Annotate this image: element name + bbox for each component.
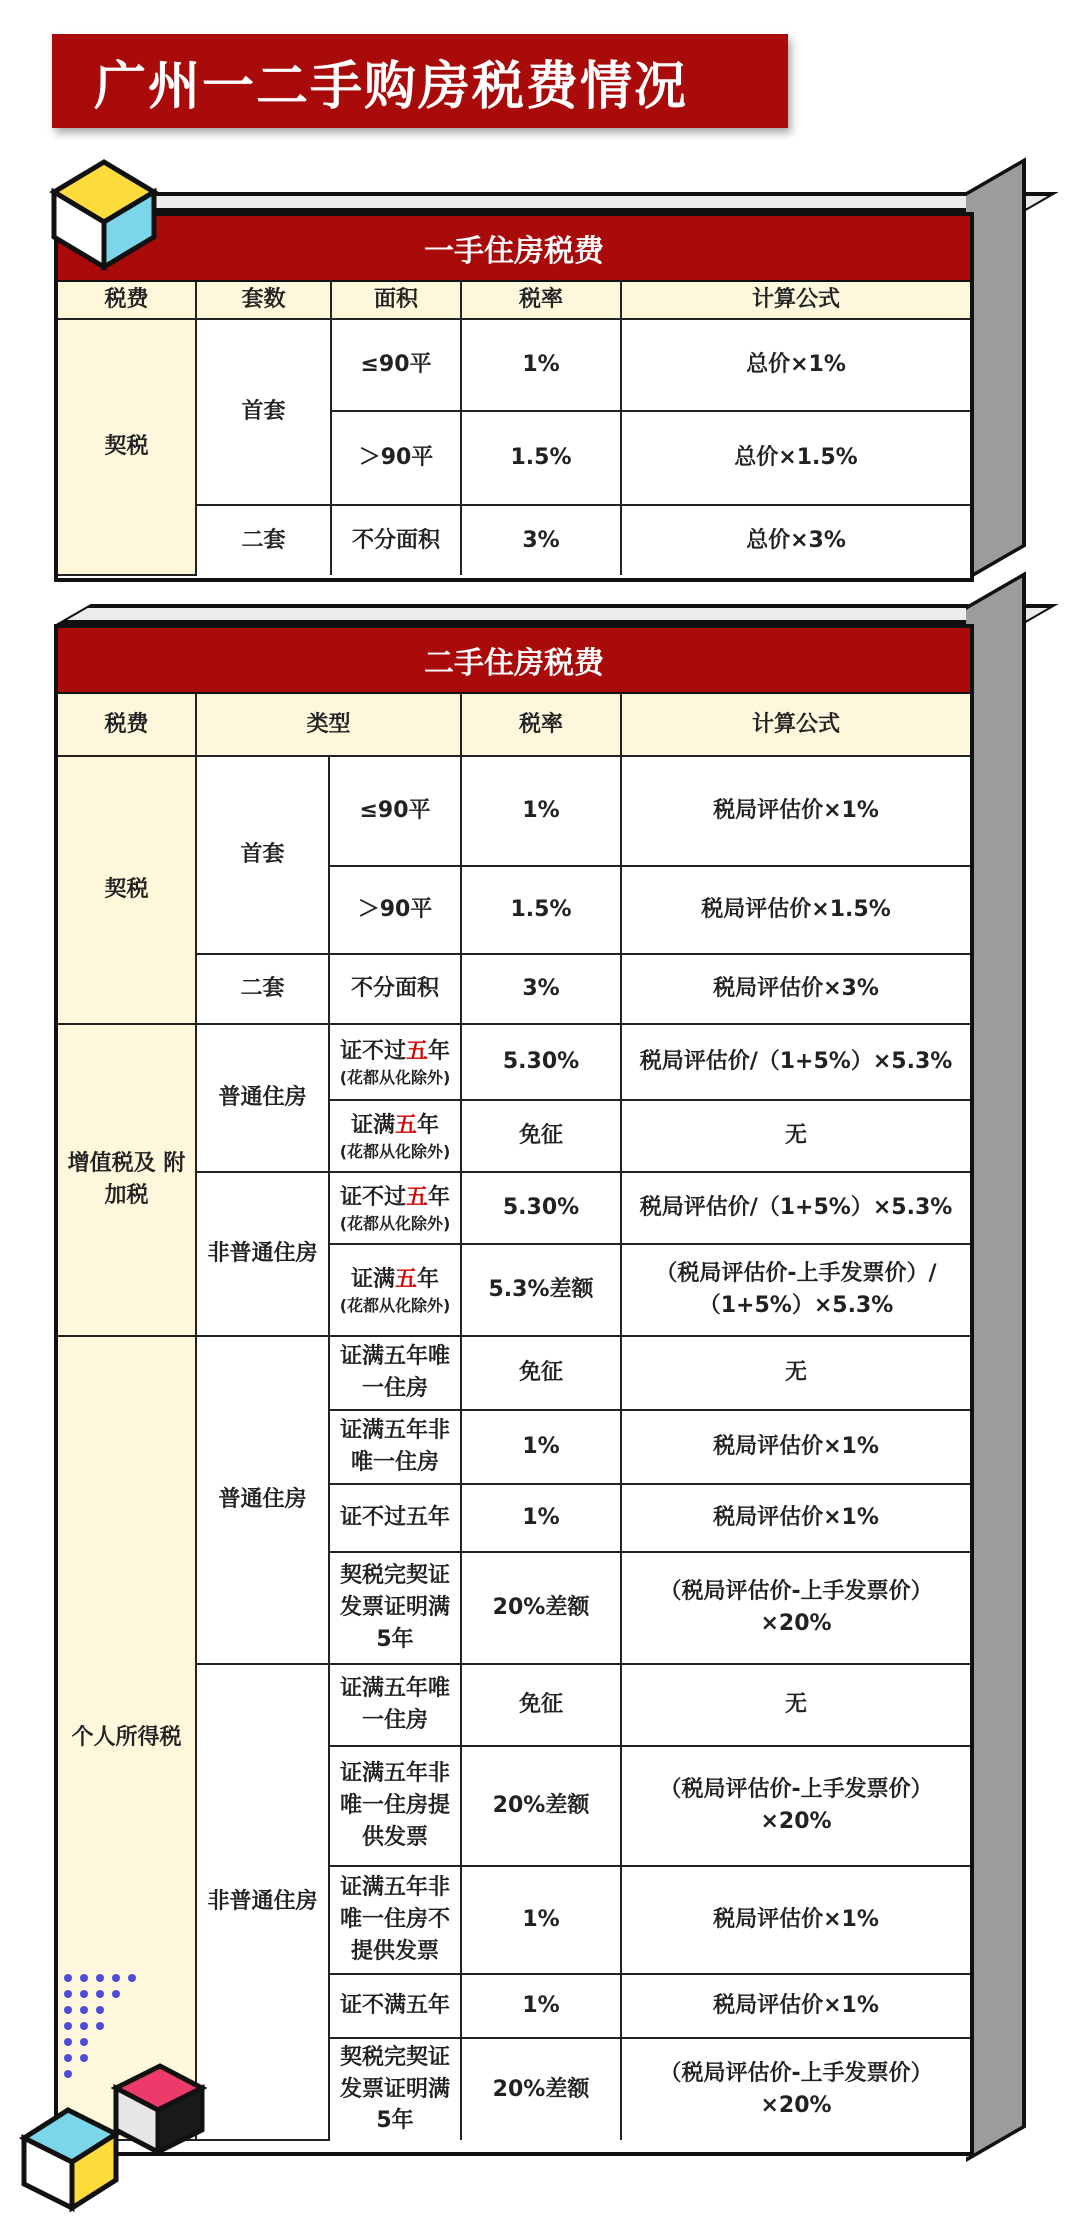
table1-top-face	[56, 192, 1059, 212]
rate-cell: 免征	[461, 1664, 621, 1746]
formula-cell: 税局评估价×1%	[621, 1410, 970, 1484]
formula-cell: 无	[621, 1664, 970, 1746]
first-hand-title: 一手住房税费	[58, 216, 970, 282]
formula-cell: 税局评估价/（1+5%）×5.3%	[621, 1172, 970, 1244]
rate-cell: 1%	[461, 1866, 621, 1974]
table-row	[58, 1024, 970, 1100]
second-hand-header-row	[58, 694, 970, 756]
table-row	[58, 1336, 970, 1410]
first-hand-table	[54, 212, 974, 582]
formula-cell: 总价×1.5%	[621, 411, 970, 505]
page-title: 广州一二手购房税费情况	[94, 56, 689, 117]
rate-cell: 5.30%	[461, 1024, 621, 1100]
set-label: 首套	[196, 756, 329, 954]
tax-category: 增值税及 附加税	[58, 1024, 196, 1336]
rate-cell: 免征	[461, 1100, 621, 1172]
rate-cell: 5.3%差额	[461, 1244, 621, 1336]
area-cell: ＞90平	[331, 411, 461, 505]
house-type: 非普通住房	[196, 1664, 329, 2140]
table2-top-face	[56, 604, 1059, 624]
house-type: 非普通住房	[196, 1172, 329, 1336]
condition-cell: 证不过五年 (花都从化除外)	[329, 1172, 461, 1244]
formula-cell: 税局评估价×1%	[621, 1484, 970, 1552]
rate-cell: 20%差额	[461, 2038, 621, 2140]
col-header: 税费	[58, 282, 196, 319]
formula-cell: （税局评估价-上手发票价）×20%	[621, 2038, 970, 2140]
rate-cell: 1%	[461, 1974, 621, 2038]
rate-cell: 1%	[461, 756, 621, 866]
condition-cell: 契税完契证发票证明满5年	[329, 1552, 461, 1664]
rate-cell: 1.5%	[461, 411, 621, 505]
formula-cell: 总价×1%	[621, 319, 970, 411]
formula-cell: （税局评估价-上手发票价）×20%	[621, 1746, 970, 1866]
area-cell: ≤90平	[331, 319, 461, 411]
area-cell: 不分面积	[331, 505, 461, 575]
second-hand-table	[54, 624, 974, 2156]
formula-cell: 税局评估价×1%	[621, 756, 970, 866]
condition-cell: ≤90平	[329, 756, 461, 866]
rate-cell: 免征	[461, 1336, 621, 1410]
condition-cell: 证满五年非唯一住房提供发票	[329, 1746, 461, 1866]
formula-cell: 税局评估价×1.5%	[621, 866, 970, 954]
col-header: 税率	[461, 282, 621, 319]
table1-side-face	[966, 157, 1026, 581]
set-label: 二套	[196, 954, 329, 1024]
formula-cell: （税局评估价-上手发票价）×20%	[621, 1552, 970, 1664]
condition-cell: ＞90平	[329, 866, 461, 954]
formula-cell: （税局评估价-上手发票价）/（1+5%）×5.3%	[621, 1244, 970, 1336]
formula-cell: 税局评估价×3%	[621, 954, 970, 1024]
table-row	[58, 756, 970, 866]
table-row	[58, 319, 970, 411]
col-header: 计算公式	[621, 282, 970, 319]
rate-cell: 1%	[461, 1484, 621, 1552]
condition-cell: 不分面积	[329, 954, 461, 1024]
condition-cell: 证满五年唯一住房	[329, 1336, 461, 1410]
rate-cell: 5.30%	[461, 1172, 621, 1244]
house-type: 普通住房	[196, 1336, 329, 1664]
formula-cell: 无	[621, 1100, 970, 1172]
house-type: 普通住房	[196, 1024, 329, 1172]
rate-cell: 3%	[461, 954, 621, 1024]
condition-cell: 证满五年非唯一住房	[329, 1410, 461, 1484]
rate-cell: 1%	[461, 1410, 621, 1484]
condition-cell: 证满五年 (花都从化除外)	[329, 1100, 461, 1172]
col-header: 税费	[58, 694, 196, 756]
rate-cell: 20%差额	[461, 1552, 621, 1664]
cube-decoration-bottom-yellow	[16, 2100, 126, 2215]
condition-cell: 契税完契证发票证明满5年	[329, 2038, 461, 2140]
page-title-banner	[52, 34, 788, 128]
rate-cell: 1.5%	[461, 866, 621, 954]
formula-cell: 税局评估价×1%	[621, 1866, 970, 1974]
formula-cell: 税局评估价×1%	[621, 1974, 970, 2038]
formula-cell: 税局评估价/（1+5%）×5.3%	[621, 1024, 970, 1100]
condition-cell: 证不满五年	[329, 1974, 461, 2038]
cube-decoration-top	[44, 152, 164, 272]
first-hand-grid	[58, 282, 970, 576]
tax-category: 个人所得税	[58, 1336, 196, 2140]
col-header: 计算公式	[621, 694, 970, 756]
second-hand-title: 二手住房税费	[58, 628, 970, 694]
set-label: 首套	[196, 319, 331, 505]
condition-cell: 证满五年非唯一住房不提供发票	[329, 1866, 461, 1974]
rate-cell: 1%	[461, 319, 621, 411]
formula-cell: 总价×3%	[621, 505, 970, 575]
table2-side-face	[966, 571, 1026, 2162]
rate-cell: 3%	[461, 505, 621, 575]
col-header: 套数	[196, 282, 331, 319]
first-hand-header-row	[58, 282, 970, 319]
set-label: 二套	[196, 505, 331, 575]
col-header: 税率	[461, 694, 621, 756]
col-header: 类型	[196, 694, 461, 756]
tax-category: 契税	[58, 319, 196, 575]
tax-category: 契税	[58, 756, 196, 1024]
condition-cell: 证满五年唯一住房	[329, 1664, 461, 1746]
condition-cell: 证满五年 (花都从化除外)	[329, 1244, 461, 1336]
col-header: 面积	[331, 282, 461, 319]
second-hand-grid	[58, 694, 970, 2141]
condition-cell: 证不过五年	[329, 1484, 461, 1552]
formula-cell: 无	[621, 1336, 970, 1410]
rate-cell: 20%差额	[461, 1746, 621, 1866]
condition-cell: 证不过五年 (花都从化除外)	[329, 1024, 461, 1100]
